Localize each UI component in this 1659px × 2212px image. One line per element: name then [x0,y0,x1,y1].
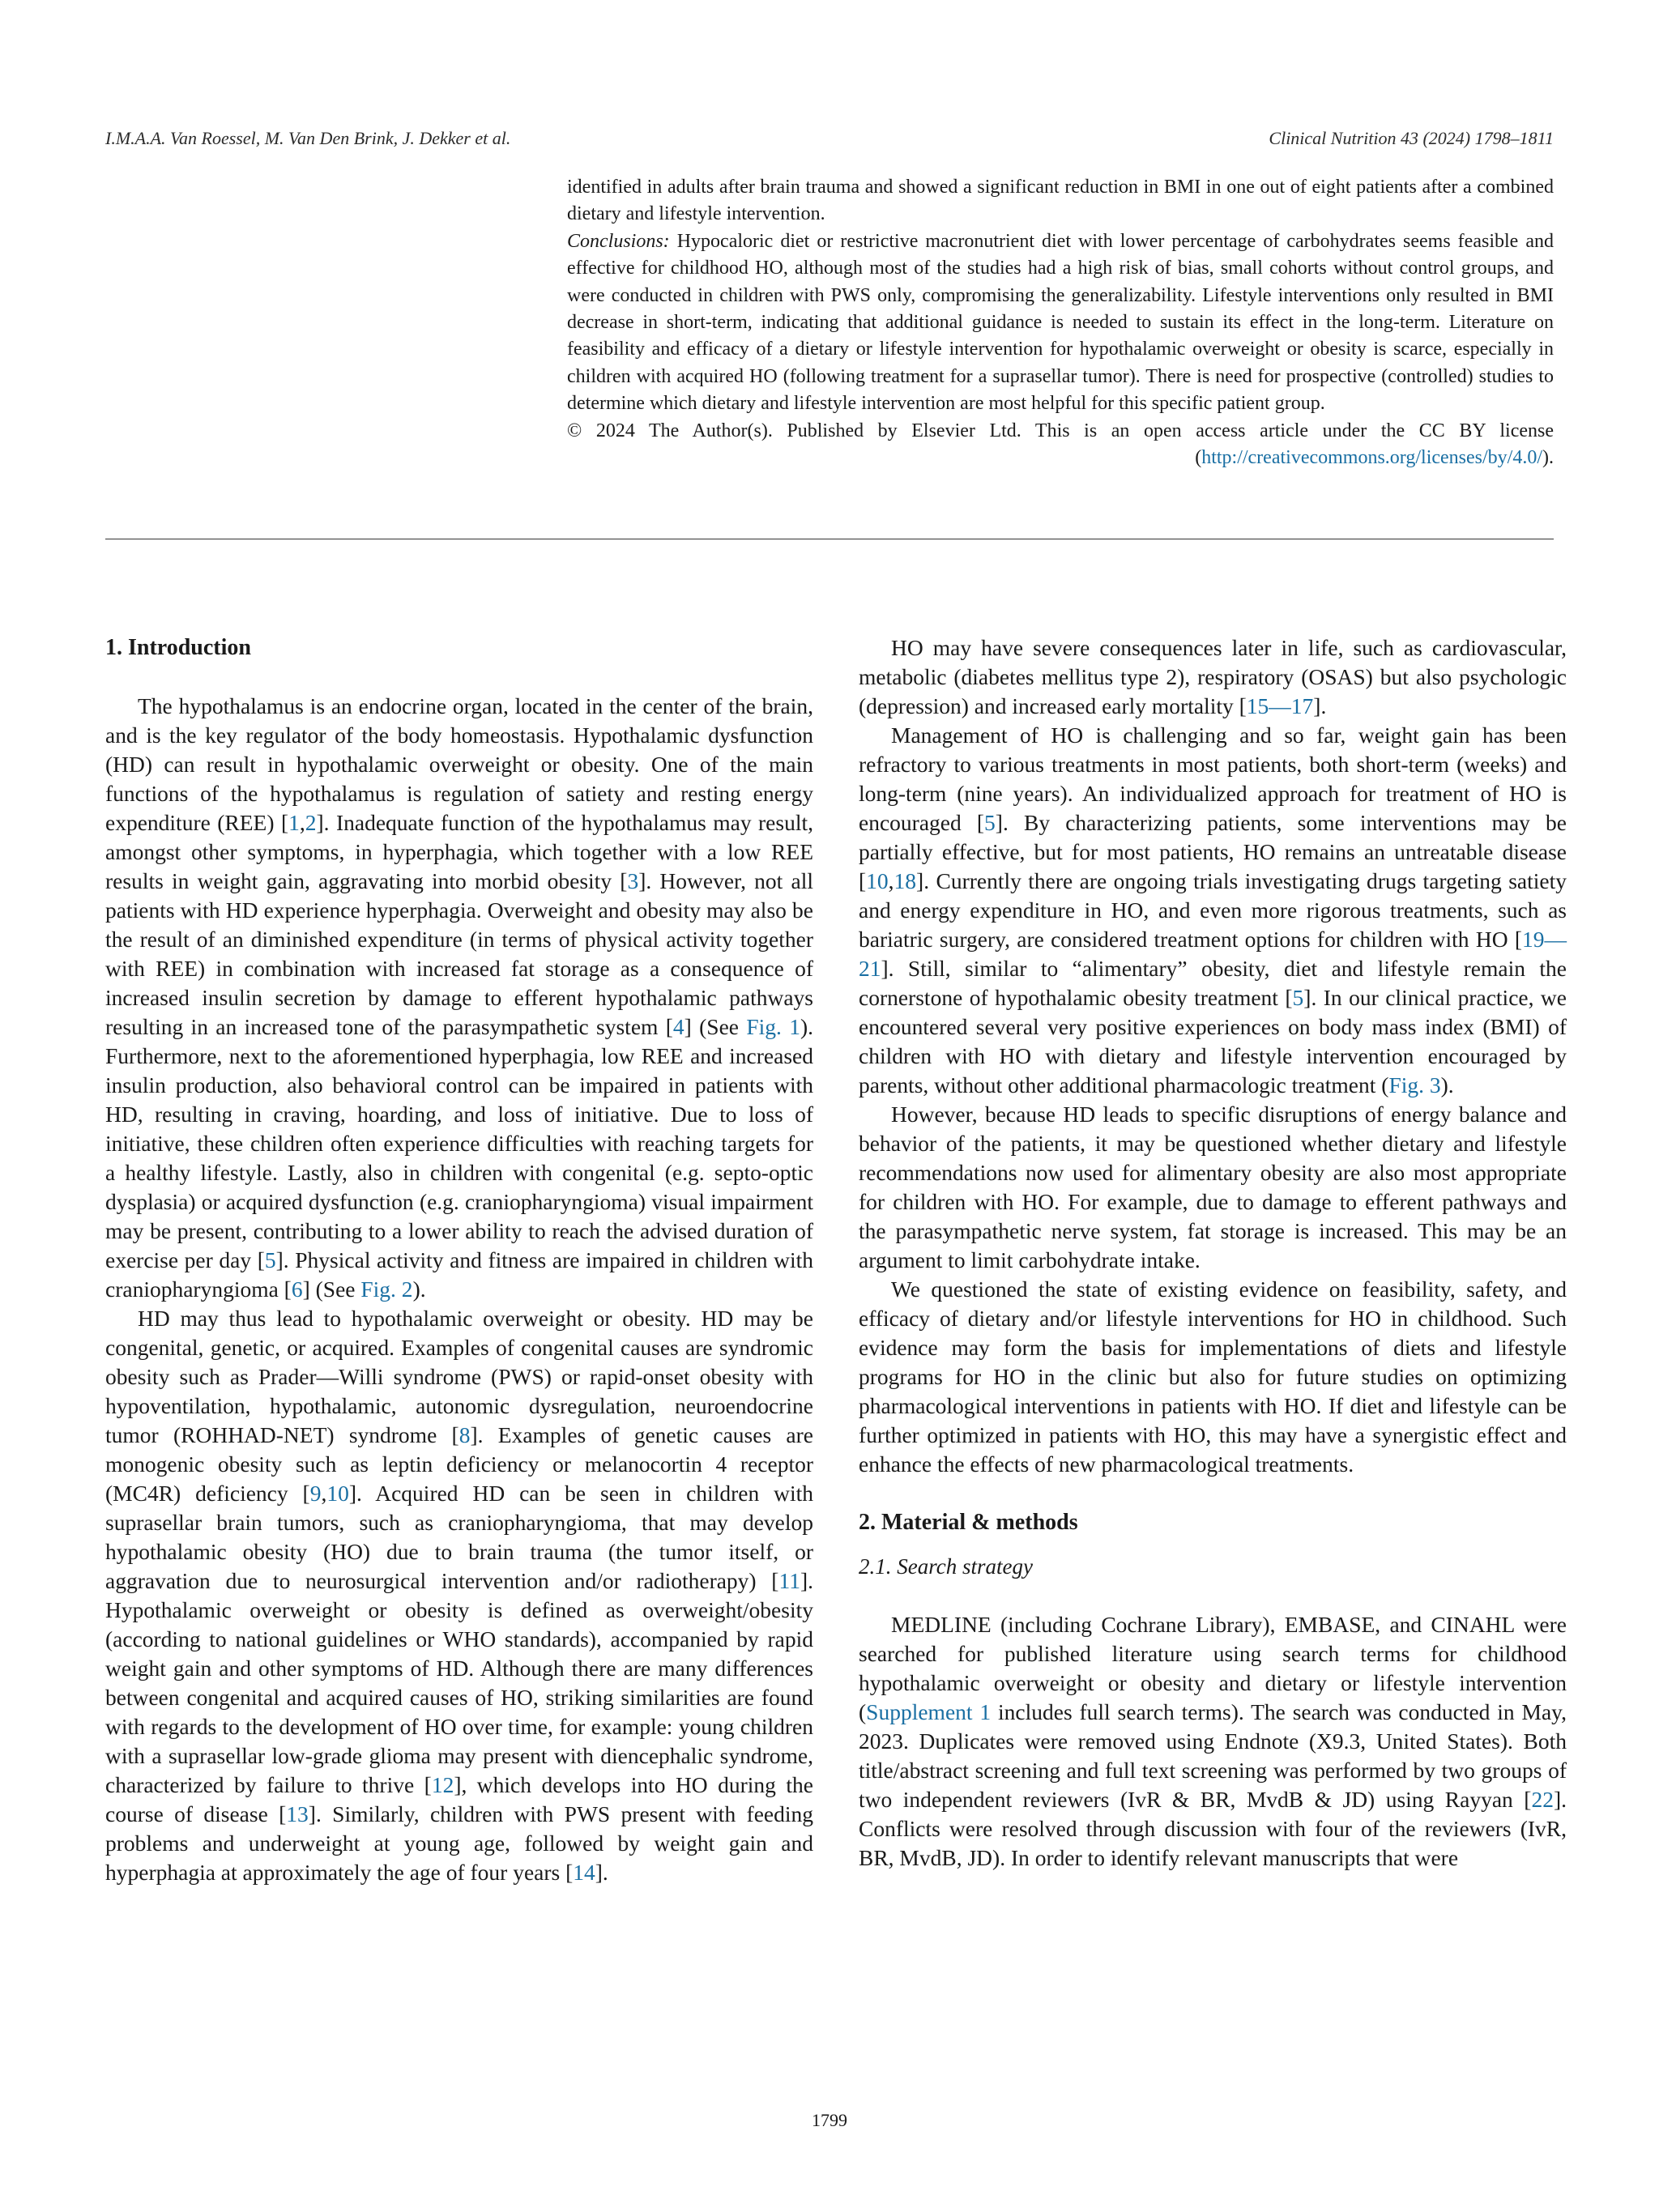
license-close: ). [1542,447,1554,469]
citation-link[interactable]: 6 [291,1276,303,1302]
citation-link[interactable]: 2 [305,810,317,835]
license-open: ( [1195,447,1202,469]
intro-paragraph-6: We questioned the state of existing evidence on feasibility, safety, and efficacy of dietary and/or lifestyle interventions for HO in childhood. Such evidence may form the basis for implementations of diets and lifestyle programs for HO in the clinic but also for future studies on optimizing pharmacological interventions in patients with HO. If diet and lifestyle can be further optimized in patients with HO, this may have a synergistic effect and enhance the effects of new pharmacological treatments. [859,1276,1567,1477]
citation-link[interactable]: 4 [672,1014,684,1039]
text: includes full search terms). The search was conducted in May, 2023. Duplicates were removed using Endnote (X9.3, United States). Both title/abstract screening and full text screening was performed by two groups of two independent reviewers (IvR & BR, MvdB & JD) using Rayyan [ [859,1699,1567,1812]
figure-link[interactable]: Fig. 3 [1388,1072,1441,1097]
text: ]. Examples of genetic causes are monogenic obesity such as leptin deficiency or melanocortin 4 receptor (MC4R) deficiency [ [105,1422,813,1506]
license-link[interactable]: http://creativecommons.org/licenses/by/4.0/ [1201,447,1542,469]
intro-paragraph-4 [859,721,1567,1100]
text: ]. Acquired HD can be seen in children with suprasellar brain tumors, such as craniopharyngioma, that may develop hypothalamic obesity (HO) due to brain trauma (the tumor itself, or aggravation due to neurosurgical intervention and/or radiotherapy) [ [105,1481,813,1593]
running-header-authors: I.M.A.A. Van Roessel, M. Van Den Brink, J. Dekker et al. [105,128,511,148]
text: ]. Physical activity and fitness are impaired in children with craniopharyngioma [ [105,1247,813,1302]
text: , [321,1481,327,1506]
intro-paragraph-5: However, because HD leads to specific disruptions of energy balance and behavior of the patients, it may be questioned whether dietary and lifestyle recommendations now used for alimentary obesity are also most appropriate for children with HO. For example, due to damage to efferent pathways and the parasympathetic nerve system, fat storage is increased. This may be an argument to limit carbohydrate intake. [859,1102,1567,1272]
text: ]. Still, similar to “alimentary” obesity, diet and lifestyle remain the cornerstone of hypothalamic obesity treatment [ [859,956,1567,1010]
text: HD may thus lead to hypothalamic overweight or obesity. HD may be congenital, genetic, or acquired. Examples of congenital causes are syndromic obesity such as Prader—Willi syndrome (PWS) or rapid-onset obesity with hypoventilation, hypothalamic, autonomic dysregulation, neuroendocrine tumor (ROHHAD-NET) syndrome [ [105,1306,813,1447]
citation-link[interactable]: 12 [431,1772,454,1797]
column-left [105,633,813,1887]
citation-link[interactable]: 5 [264,1247,276,1272]
text: ]. Conflicts were resolved through discussion with four of the reviewers (IvR, BR, MvdB, JD). In order to identify relevant manuscripts that were [859,1787,1567,1870]
text: ). [412,1276,426,1302]
text: HO may have severe consequences later in life, such as cardiovascular, metabolic (diabetes mellitus type 2), respiratory (OSAS) but also psychologic (depression) and increased early mortality [ [859,635,1567,718]
text: MEDLINE (including Cochrane Library), EMBASE, and CINAHL were searched for published literature using search terms for childhood hypothalamic overweight or obesity and dietary or lifestyle intervention ( [859,1612,1567,1724]
text: , [888,868,894,893]
intro-paragraph-2 [105,1304,813,1887]
citation-link[interactable]: 10 [326,1481,349,1506]
citation-link[interactable]: 14 [573,1860,595,1885]
page-number: 1799 [812,2110,847,2130]
text: ). [1440,1072,1454,1097]
abstract-conclusions [567,228,1554,418]
text: ]. Similarly, children with PWS present with feeding problems and underweight at young age, followed by weight gain and hyperphagia at approximately the age of four years [ [105,1801,814,1885]
text: The hypothalamus is an endocrine organ, located in the center of the brain, and is the key regulator of the body homeostasis. Hypothalamic dysfunction (HD) can result in hypothalamic overweight or obesity. One of the main functions of the hypothalamus is regulation of satiety and resting energy expenditure (REE) [ [105,693,813,835]
citation-link[interactable]: 1 [288,810,300,835]
citation-link[interactable]: 8 [458,1422,471,1447]
section-heading-methods: 2. Material & methods [859,1510,1078,1535]
citation-link[interactable]: 3 [627,868,639,893]
conclusions-label: Conclusions: [567,230,670,252]
text: ). Furthermore, next to the aforementioned hyperphagia, low REE and increased insulin production, also behavioral control can be impaired in patients with HD, resulting in craving, hoarding, and loss of initiative. Due to loss of initiative, these children often experience difficulties with reaching targets for a healthy lifestyle. Lastly, also in children with congenital (e.g. septo-optic dysplasia) or acquired dysfunction (e.g. craniopharyngioma) visual impairment may be present, contributing to a lower ability to reach the advised duration of exercise per day [ [105,1014,813,1272]
text: ] (See [302,1276,361,1302]
text: ]. [1313,693,1327,718]
column-right [859,633,1567,1873]
text: ]. Hypothalamic overweight or obesity is defined as overweight/obesity (according to national guidelines or WHO standards), accompanied by rapid weight gain and other symptoms of HD. Although there are many differences between congenital and acquired causes of HO, striking similarities are found with regards to the development of HO over time, for example: young children with a suprasellar low-grade glioma may present with diencephalic syndrome, characterized by failure to thrive [ [105,1568,813,1797]
figure-link[interactable]: Fig. 2 [360,1276,413,1302]
citation-link[interactable]: 22 [1531,1787,1554,1812]
abstract-results-tail: identified in adults after brain trauma and showed a significant reduction in BMI in one out of eight patients after a combined dietary and lifestyle intervention. [567,177,1554,225]
citation-link[interactable]: 18 [893,868,917,893]
text: Management of HO is challenging and so far, weight gain has been refractory to various treatments in most patients, both short-term (weeks) and long-term (nine years). An individualized approach for treatment of HO is encouraged [ [859,722,1567,835]
citation-link[interactable]: 5 [1292,985,1304,1010]
text: ]. Currently there are ongoing trials investigating drugs targeting satiety and energy expenditure in HO, and even more rigorous treatments, such as bariatric surgery, are considered treatment options for children with HO [ [859,868,1567,952]
citation-link[interactable]: 13 [286,1801,309,1826]
license-line [567,445,1554,471]
intro-paragraph-1 [105,692,813,1304]
citation-link[interactable]: 9 [309,1481,322,1506]
text: ], which develops into HO during the course of disease [ [105,1772,813,1826]
subsection-heading-search-strategy: 2.1. Search strategy [859,1554,1033,1579]
citation-link[interactable]: 5 [984,810,996,835]
figure-link[interactable]: Fig. 1 [746,1014,800,1039]
text: ]. In our clinical practice, we encountered several very positive experiences on body mass index (BMI) of children with HO with dietary and lifestyle intervention encouraged by parents, without other additional pharmacologic treatment ( [859,985,1567,1097]
supplement-link[interactable]: Supplement 1 [866,1699,992,1724]
intro-paragraph-3 [859,633,1567,721]
text: ]. By characterizing patients, some interventions may be partially effective, but for most patients, HO remains an untreatable disease [ [859,810,1567,893]
copyright-line: © 2024 The Author(s). Published by Elsevier Ltd. This is an open access article under the CC BY license [567,420,1554,441]
conclusions-text: Hypocaloric diet or restrictive macronutrient diet with lower percentage of carbohydrates seems feasible and effective for childhood HO, although most of the studies had a high risk of bias, small cohorts without control groups, and were conducted in children with PWS only, compromising the generalizability. Lifestyle interventions only resulted in BMI decrease in short-term, indicating that additional guidance is needed to sustain its effect in the long-term. Literature on feasibility and efficacy of a dietary or lifestyle intervention for hypothalamic overweight or obesity is scarce, especially in children with acquired HO (following treatment for a suprasellar tumor). There is need for prospective (controlled) studies to determine which dietary and lifestyle intervention are most helpful for this specific patient group. [567,230,1554,415]
citation-link[interactable]: 15—17 [1246,693,1314,718]
citation-link[interactable]: 19—21 [859,927,1567,981]
abstract-continuation [567,174,1554,471]
text: ]. However, not all patients with HD experience hyperphagia. Overweight and obesity may also be the result of an diminished expenditure (in terms of physical activity together with REE) in combination with increased fat storage as a consequence of increased insulin secretion by damage to efferent hypothalamic pathways resulting in an increased tone of the parasympathetic system [ [105,868,813,1039]
text: ]. Inadequate function of the hypothalamus may result, amongst other symptoms, in hyperphagia, which together with a low REE results in weight gain, aggravating into morbid obesity [ [105,810,813,893]
running-header-journal: Clinical Nutrition 43 (2024) 1798–1811 [1269,128,1554,148]
text: , [299,810,305,835]
section-heading-introduction: 1. Introduction [105,635,251,660]
citation-link[interactable]: 11 [778,1568,800,1593]
text: ] (See [684,1014,747,1039]
citation-link[interactable]: 10 [866,868,889,893]
text: ]. [595,1860,608,1885]
methods-paragraph-1 [859,1610,1567,1873]
